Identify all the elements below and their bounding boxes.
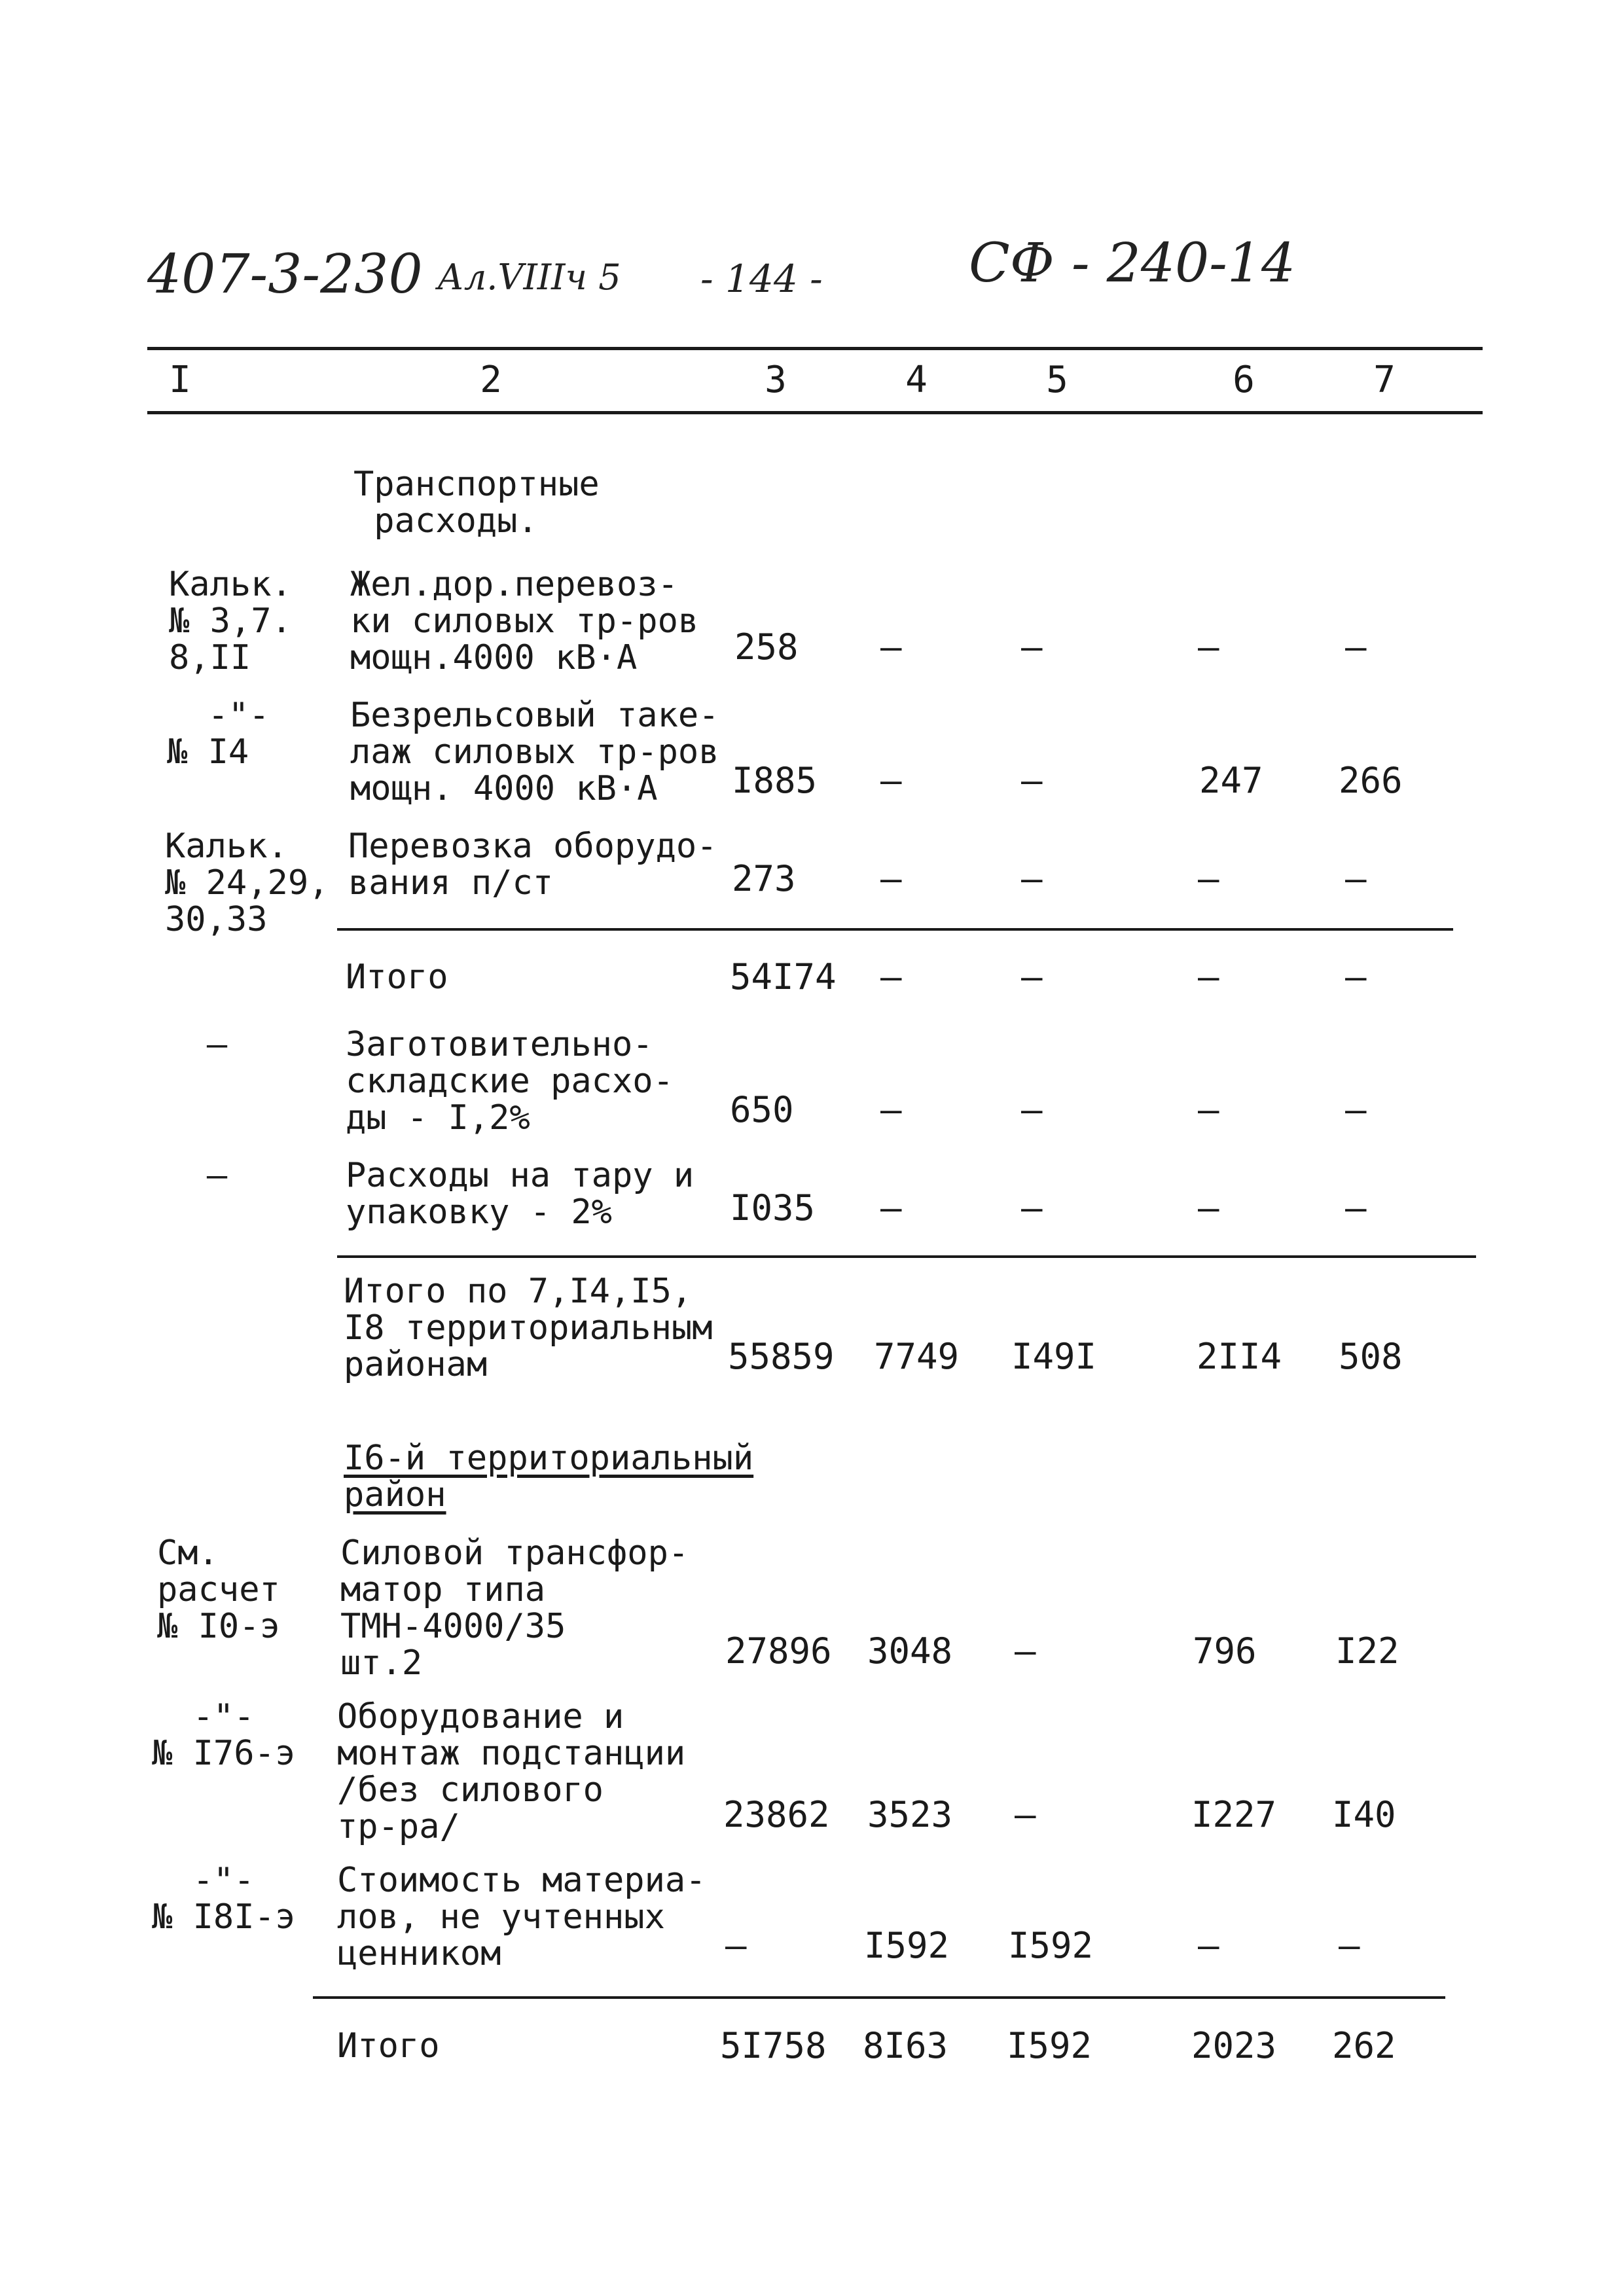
row-value-col3: –	[725, 1925, 747, 1966]
row-description: Итого	[346, 958, 448, 997]
row-value-col3: 23862	[723, 1794, 830, 1835]
row-value-col5: –	[1021, 956, 1043, 997]
row-value-col3: 55859	[728, 1336, 835, 1377]
row-value-col6: 2023	[1191, 2025, 1277, 2066]
row-description: Транспортные расходы.	[353, 465, 600, 541]
row-value-col6: –	[1198, 1925, 1219, 1966]
row-value-col6: –	[1198, 626, 1219, 668]
row-value-col6: –	[1198, 1187, 1219, 1229]
row-value-col7: –	[1345, 626, 1367, 668]
album-ref: Ал.VIIIч 5	[437, 257, 621, 298]
row-value-col7: 508	[1339, 1336, 1403, 1377]
row-value-col3: I885	[732, 760, 818, 801]
table-header-rule	[147, 411, 1483, 414]
row-description: Оборудование и монтаж подстанции /без силового тр-ра/	[337, 1697, 686, 1846]
row-value-col7: I22	[1335, 1630, 1399, 1672]
row-value-col7: I40	[1332, 1794, 1396, 1835]
row-value-col4: –	[880, 1089, 902, 1130]
row-value-col5: –	[1021, 858, 1043, 899]
row-value-col5: –	[1021, 1187, 1043, 1229]
row-value-col6: –	[1198, 956, 1219, 997]
row-value-col3: 5I758	[720, 2025, 827, 2066]
row-value-col5: –	[1021, 760, 1043, 801]
subtotal-rule	[337, 928, 1453, 931]
page-number: - 144 -	[700, 257, 823, 301]
row-value-col4: I592	[864, 1925, 950, 1966]
row-value-col3: 258	[734, 626, 799, 668]
row-description: Жел.дор.перевоз- ки силовых тр-ров мощн.4000 кВ·А	[350, 565, 699, 677]
row-reference: –	[145, 1156, 228, 1195]
row-description: Стоимость материа- лов, не учтенных ценником	[337, 1861, 706, 1973]
row-value-col4: –	[880, 858, 902, 899]
doc-code: 407-3-230	[147, 243, 423, 306]
row-value-col6: –	[1198, 858, 1219, 899]
row-value-col6: 2II4	[1197, 1336, 1282, 1377]
table-top-rule	[147, 347, 1483, 350]
row-value-col4: 3048	[867, 1630, 953, 1672]
row-reference: Кальк. № 3,7. 8,II	[169, 565, 292, 677]
row-value-col4: –	[880, 956, 902, 997]
sheet-code: СФ - 240-14	[969, 232, 1296, 295]
row-value-col5: I49I	[1011, 1336, 1097, 1377]
row-description: Итого по 7,I4,I5, I8 территориальным районам	[344, 1272, 713, 1384]
total-rule	[337, 1255, 1476, 1258]
row-value-col4: 7749	[874, 1336, 960, 1377]
final-total-rule	[313, 1996, 1445, 1999]
row-value-col5: I592	[1007, 2025, 1092, 2066]
column-number-2: 2	[480, 359, 502, 401]
row-value-col3: 54I74	[730, 956, 837, 997]
row-value-col4: –	[880, 626, 902, 668]
column-number-1: I	[169, 359, 191, 401]
row-value-col3: 273	[732, 858, 796, 899]
row-value-col5: I592	[1008, 1925, 1094, 1966]
row-value-col4: 3523	[867, 1794, 953, 1835]
row-value-col6: 247	[1199, 760, 1263, 801]
row-value-col7: –	[1345, 1089, 1367, 1130]
row-value-col3: 27896	[725, 1630, 832, 1672]
row-reference: –	[145, 1025, 228, 1064]
row-description: Перевозка оборудо- вания п/ст	[348, 827, 717, 903]
column-number-3: 3	[765, 359, 787, 401]
row-value-col4: 8I63	[863, 2025, 948, 2066]
column-number-5: 5	[1046, 359, 1068, 401]
row-description: Безрельсовый таке- лаж силовых тр-ров мощн. 4000 кВ·А	[350, 696, 719, 808]
column-number-7: 7	[1373, 359, 1396, 401]
row-description: Заготовительно- складские расхо- ды - I,2%	[346, 1025, 674, 1138]
row-value-col4: –	[880, 1187, 902, 1229]
row-value-col7: –	[1339, 1925, 1360, 1966]
row-value-col5: –	[1015, 1630, 1036, 1672]
row-value-col6: –	[1198, 1089, 1219, 1130]
row-reference: -"- № I76-э	[152, 1697, 296, 1773]
column-number-6: 6	[1233, 359, 1255, 401]
row-value-col5: –	[1021, 1089, 1043, 1130]
row-description: Силовой трансфор- матор типа ТМН-4000/35 шт.2	[340, 1534, 689, 1683]
row-value-col7: –	[1345, 1187, 1367, 1229]
row-value-col5: –	[1015, 1794, 1036, 1835]
row-reference: -"- № I4	[167, 696, 270, 772]
row-description: I6-й территориальный район	[344, 1439, 754, 1515]
row-value-col5: –	[1021, 626, 1043, 668]
row-value-col7: –	[1345, 858, 1367, 899]
column-number-4: 4	[905, 359, 928, 401]
row-value-col3: I035	[730, 1187, 816, 1229]
row-value-col6: I227	[1191, 1794, 1277, 1835]
row-value-col7: –	[1345, 956, 1367, 997]
row-description: Итого	[337, 2026, 440, 2066]
row-reference: -"- № I8I-э	[152, 1861, 296, 1937]
row-value-col4: –	[880, 760, 902, 801]
row-description: Расходы на тару и упаковку - 2%	[346, 1156, 695, 1232]
row-value-col7: 266	[1339, 760, 1403, 801]
row-value-col3: 650	[730, 1089, 794, 1130]
row-value-col7: 262	[1332, 2025, 1396, 2066]
row-reference: См. расчет № I0-э	[157, 1534, 280, 1646]
row-value-col6: 796	[1193, 1630, 1257, 1672]
row-reference: Кальк. № 24,29, 30,33	[165, 827, 329, 939]
